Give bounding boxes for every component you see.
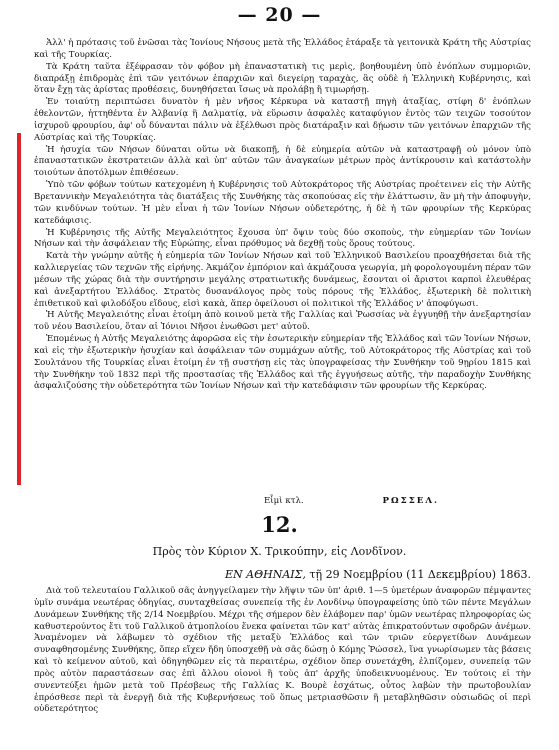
paragraph: Ἡ ἡσυχία τῶν Νήσων δύναται οὕτω νὰ διακοπῇ, ἡ δὲ εὐημερία αὐτῶν νὰ καταστραφῇ οὐ μόνον ὑπὸ ἐπαναστατικῶν ἐκστρατειῶν ἀλλὰ καὶ ὑπ' αὐτῶν τῶν ἀναγκαίων μέτρων πρὸς ἀντίκρουσιν καὶ κατάστολὴν τοιούτων ἀποτόλμων ἐπιθέσεων.	[34, 144, 531, 179]
paragraph: Ἐν τοιαύτῃ περιπτώσει δυνατὸν ἡ μὲν νῆσος Κέρκυρα νὰ καταστῇ πηγὴ ἀταξίας, στίφη δ' ἐνόπλων ἐθελοντῶν, ἡττηθέντα ἐν Ἀλβανίᾳ ἢ Δαλματίᾳ, νὰ εὕρωσιν ἀσφαλὲς καταφύγιον ἐντὸς τῶν τειχῶν τοσούτον ἰσχυροῦ φρουρίου, ἀφ' οὗ δύνανται πάλιν νὰ ἐξέλθωσι πρὸς διατάραξιν καὶ δῄωσιν τῶν γειτόνων ἐπαρχιῶν τῆς Αὐστρίας καὶ τῆς Τουρκίας.	[34, 97, 531, 143]
dateline-place: ΕΝ ΑΘΗΝΑΙΣ,	[225, 568, 306, 581]
closing-formula: Εἶμὶ κτλ.	[264, 496, 304, 506]
paragraph: Τὰ Κράτη ταῦτα ἐξέφρασαν τὸν φόβον μὴ ἐπαναστατικὴ τις μερὶς, βοηθουμένη ὑπὸ ἐνόπλων συμμοριῶν, διαπράξῃ ἐπιδρομὰς ἐπὶ τῶν γειτόνων ἐπαρχιῶν καὶ διεγείρῃ ταραχὰς, ἃς οὐδὲ ἡ Ἑλληνικὴ Κυβέρνησις, καὶ ὅταν ἔχῃ τὰς ἀρίστας προθέσεις, δυνηθήσεται ἴσως νὰ προλάβῃ ἢ τιμωρήσῃ.	[34, 61, 531, 96]
paragraph: Ἡ Αὐτῆς Μεγαλειότης εἶναι ἑτοίμη ἀπὸ κοινοῦ μετὰ τῆς Γαλλίας καὶ Ῥωσσίας νὰ ἐγγυηθῇ τὴν ἀνεξαρτησίαν τοῦ νέου Βασιλείου, ὅταν αἱ Ἰόνιοι Νῆσοι ἑνωθῶσι μετ' αὐτοῦ.	[34, 310, 531, 333]
red-margin-mark	[17, 133, 21, 485]
addressee: Πρὸς τὸν Κύριον Χ. Τρικούπην, εἰς Λονδῖνον.	[152, 545, 407, 558]
signature-line	[34, 496, 531, 508]
signatory-name: ΡΩΣΣΕΛ.	[382, 496, 439, 506]
letter-body	[34, 586, 531, 716]
page-number: — 20 —	[237, 4, 322, 26]
dispatch-body	[34, 38, 531, 393]
paragraph: Ἑπομένως ἡ Αὐτῆς Μεγαλειότης ἀφορῶσα εἰς τὴν ἐσωτερικὴν εὐημερίαν τῆς Ἑλλάδος καὶ τῶν Ἰονίων Νήσων, καὶ εἰς τὴν ἐξωτερικὴν ἡσυχίαν καὶ ἀσφάλειαν τῶν συμμάχων αὐτῆς, τοῦ Αὐτοκράτορος τῆς Αὐστρίας καὶ τοῦ Σουλτάνου τῆς Τουρκίας εἶναι ἑτοίμη ἐν τῇ συστήσῃ εἰς τὰς ὑπογραφείσας τὴν Συνθήκην τοῦ 9ῃρίου 1815 καὶ τὴν Συνθήκην τοῦ 1832 περὶ τῆς προστασίας τῆς Ἑλλάδος καὶ τῆς ἐγγυήσεως αὐτῆς, τὴν παραδοχὴν Συνθήκης ἀσφαλιζούσης τὴν οὐδετερότητα τῶν Ἰονίων Νήσων καὶ τὴν κατεδάφισιν τῶν φρουρίων τῆς Κερκύρας.	[34, 334, 531, 392]
paragraph: Διὰ τοῦ τελευταίου Γαλλικοῦ σᾶς ἀνηγγείλαμεν τὴν λῆψιν τῶν ὑπ' ἀριθ. 1—5 ὑμετέρων ἀναφορῶν πέμψαντες ὑμῖν συνάμα νεωτέρας ὁδηγίας, συνταχθείσας συνεπείᾳ τῆς ἐν Λονδίνῳ ὑπογραφείσης ὑπὸ τῶν πέντε Μεγάλων Δυνάμεων Συνθήκης τῆς 2/14 Νοεμβρίου. Μέχρι τῆς σήμερον δὲν ἐλάβομεν παρ' ὑμῶν νεωτέρας πληροφορίας ὡς καθυστερούντος ἔτι τοῦ Γαλλικοῦ ἀτμοπλοίου ἕνεκα φαίνεται τῶν κατ' αὐτὰς ἐπικρατούντων σφοδρῶν ἀνέμων. Ἀναμένομεν νὰ λάβωμεν τὸ σχέδιον τῆς μεταξὺ Ἑλλάδος καὶ τῶν τριῶν εὐεργετίδων Δυνάμεων συναφθησομένης Συνθήκης, ὅπερ εἴχεν ἤδη ὑποσχεθῇ νὰ σᾶς δώσῃ ὁ Κόμης Ῥώσσελ, ἵνα γνωρίσωμεν τὰς βάσεις καὶ τὸ κείμενον αὐτοῦ, καὶ ὁδηγηθῶμεν εἰς τὰ περαιτέρω, σχέδιον ὅπερ συνετάχθη, ἐλπίζομεν, συνεπείᾳ τῶν πρὸς αὐτὸν παραστάσεων σας ἐπὶ ἄλλου οἰονοὶ ἢ τοὺς ἀπ' ἀρχῆς ὑποδεικνυομένους. Ἐν τούτοις εἰ τὴν συνεντεύξει ἡμῶν μετὰ τοῦ Πρέσβεως τῆς Γαλλίας Κ. Βουρὲ ἐσχάτως, οὗτος λαβὼν τὴν πρωτοβουλίαν ἐπρόσθεσε περὶ τὰ ἐνεργῇ διὰ τῆς Κυβερνήσεως τοῦ ὅπως μετριασθῶσιν ἢ μεταβληθῶσιν οὐσιωδῶς οἱ περὶ οὐδετερότητος	[34, 586, 531, 715]
paragraph: Ὑπὸ τῶν φόβων τούτων κατεχομένη ἡ Κυβέρνησις τοῦ Αὐτοκράτορος τῆς Αὐστρίας προέτεινεν εἰς τὴν Αὐτῆς Βρεταννικὴν Μεγαλειότητα τὰς διατάξεις τῆς Συνθήκης τὰς σκοπούσας εἰς τὴν ἐλάττωσιν, ἂν μὴ τὴν ἀποφυγὴν, τῶν κινδύνων τούτων. Ἡ μὲν εἶναι ἡ τῶν Ἰονίων Νήσων οὐδετερότης, ἡ δὲ ἡ τῶν φρουρίων τῆς Κερκύρας κατεδάφισις.	[34, 180, 531, 226]
paragraph: Κατὰ τὴν γνώμην αὐτῆς ἡ εὐημερία τῶν Ἰονίων Νήσων καὶ τοῦ Ἑλληνικοῦ Βασιλείου προαχθήσεται διὰ τῆς καλλιεργείας τῶν τεχνῶν τῆς εἰρήνης. Ἀκμάζον ἐμπόριον καὶ ἀκμάζουσα γεωργία, μὴ φορολογουμένη πέραν τῶν μέσων τῆς χώρας διὰ τὴν συντήρησιν μεγάλης στρατιωτικῆς δυνάμεως, ἔσονται οἱ ἄριστοι καρποὶ ἐλευθέρας καὶ ἀνεξαρτήτου Ἑλλάδος. Στρατὸς δυσανάλογος πρὸς τοὺς πόρους τῆς Ἑλλάδος, ἐξωτερικὴ δὲ πολιτικὴ ἐπιθετικοῦ καὶ φιλοδόξου εἴδους, εἰσὶ κακὰ, ἅπερ ὀφείλουσι οἱ πολιτικοὶ τῆς Ἑλλάδος ν' ἀποφύγωσι.	[34, 251, 531, 309]
dateline-date: τῇ 29 Νοεμβρίου (11 Δεκεμβρίου) 1863.	[309, 568, 531, 581]
paragraph: Ἡ Κυβέρνησις τῆς Αὐτῆς Μεγαλειότητος ἔχουσα ὑπ' ὄψιν τοὺς δύο σκοποὺς, τὴν εὐημερίαν τῶν Ἰονίων Νήσων καὶ τὴν ἀσφάλειαν τῆς Εὐρώπης, εἶναι πρόθυμος νὰ δεχθῇ τοὺς ὅρους τούτους.	[34, 227, 531, 250]
paragraph: Ἀλλ' ἡ πρότασις τοῦ ἑνῶσαι τὰς Ἰονίους Νήσους μετὰ τῆς Ἑλλάδος ἐτάραξε τὰ γειτονικὰ Κράτη τῆς Αὐστρίας καὶ τῆς Τουρκίας.	[34, 38, 531, 60]
document-number: 12.	[261, 512, 298, 537]
dateline	[34, 568, 531, 581]
